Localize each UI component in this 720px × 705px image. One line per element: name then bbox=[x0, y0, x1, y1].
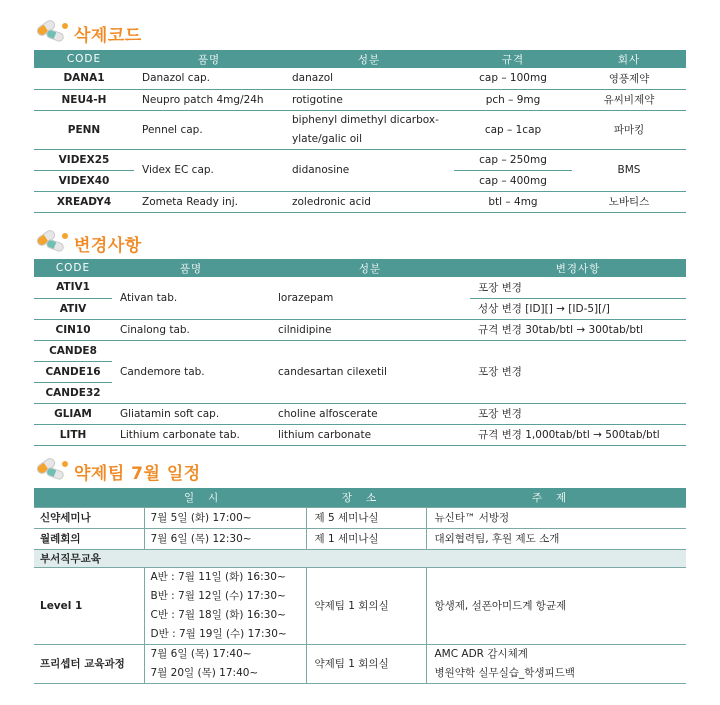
cell-code: CANDE16 bbox=[34, 361, 112, 382]
date-line: A반 : 7월 11일 (화) 16:30~ bbox=[150, 570, 286, 583]
cell-subject bbox=[426, 644, 686, 683]
cell-name: Lithium carbonate tab. bbox=[112, 424, 270, 445]
cell-change: 규격 변경 30tab/btl → 300tab/btl bbox=[470, 319, 686, 340]
changes-header-row bbox=[34, 259, 686, 277]
header-spec: 규격 bbox=[454, 50, 572, 68]
schedule-table-wrap bbox=[34, 488, 686, 684]
cell-code: CIN10 bbox=[34, 319, 112, 340]
date-line: D반 : 7월 19일 (수) 17:30~ bbox=[150, 627, 287, 640]
table-row bbox=[34, 340, 686, 361]
changes-table-wrap bbox=[34, 259, 686, 446]
cell-ingredient: zoledronic acid bbox=[284, 191, 454, 212]
header-change: 변경사항 bbox=[470, 259, 686, 277]
cell-code: GLIAM bbox=[34, 403, 112, 424]
table-row bbox=[34, 528, 686, 549]
pill-icon bbox=[34, 229, 70, 257]
deleted-header-row bbox=[34, 50, 686, 68]
header-company: 회사 bbox=[572, 50, 686, 68]
cell-code: LITH bbox=[34, 424, 112, 445]
table-row bbox=[34, 110, 686, 149]
cell-code: PENN bbox=[34, 110, 134, 149]
table-row bbox=[34, 277, 686, 298]
cell-event-name: 프리셉터 교육과정 bbox=[34, 644, 144, 683]
cell-ingredient: cilnidipine bbox=[270, 319, 470, 340]
cell-name: Pennel cap. bbox=[134, 110, 284, 149]
pill-icon bbox=[34, 457, 70, 485]
changes-title: 변경사항 bbox=[74, 235, 142, 256]
cell-date: 7월 6일 (목) 12:30~ bbox=[144, 528, 306, 549]
cell-name: Neupro patch 4mg/24h bbox=[134, 89, 284, 110]
cell-company: 영풍제약 bbox=[572, 68, 686, 89]
cell-name: Ativan tab. bbox=[112, 277, 270, 319]
table-row bbox=[34, 319, 686, 340]
cell-dates bbox=[144, 644, 306, 683]
cell-dates bbox=[144, 567, 306, 644]
section-title-deleted bbox=[34, 18, 142, 48]
cell-event-name: 신약세미나 bbox=[34, 507, 144, 528]
cell-ingredient: rotigotine bbox=[284, 89, 454, 110]
table-row bbox=[34, 89, 686, 110]
cell-spec: btl – 4mg bbox=[454, 191, 572, 212]
table-row bbox=[34, 191, 686, 212]
cell-spec: pch – 9mg bbox=[454, 89, 572, 110]
date-line: 7월 20일 (목) 17:40~ bbox=[150, 666, 259, 679]
cell-code: DANA1 bbox=[34, 68, 134, 89]
cell-spec: cap – 250mg bbox=[454, 149, 572, 170]
subject-line: AMC ADR 감시체계 bbox=[434, 647, 528, 660]
cell-date: 7월 5일 (화) 17:00~ bbox=[144, 507, 306, 528]
cell-place: 약제팀 1 회의실 bbox=[306, 567, 426, 644]
cell-code: ATIV bbox=[34, 298, 112, 319]
header-code: CODE bbox=[34, 50, 134, 68]
cell-code: CANDE8 bbox=[34, 340, 112, 361]
cell-subject: 대외협력팀, 후원 제도 소개 bbox=[426, 528, 686, 549]
cell-code: VIDEX25 bbox=[34, 149, 134, 170]
cell-code: ATIV1 bbox=[34, 277, 112, 298]
schedule-title: 약제팀 7월 일정 bbox=[74, 463, 201, 484]
cell-change: 성상 변경 [ID][] → [ID-5][/] bbox=[470, 298, 686, 319]
subject-line: 병원약학 실무실습_학생피드백 bbox=[434, 666, 575, 679]
section-title-changes bbox=[34, 228, 142, 258]
cell-ingredient: danazol bbox=[284, 68, 454, 89]
cell-company: 노바티스 bbox=[572, 191, 686, 212]
cell-code: VIDEX40 bbox=[34, 170, 134, 191]
date-line: 7월 6일 (목) 17:40~ bbox=[150, 647, 252, 660]
header-place: 장소 bbox=[306, 488, 426, 507]
table-row bbox=[34, 424, 686, 445]
cell-code: XREADY4 bbox=[34, 191, 134, 212]
cell-spec: cap – 400mg bbox=[454, 170, 572, 191]
group-label: 부서직무교육 bbox=[34, 549, 686, 567]
cell-code: CANDE32 bbox=[34, 382, 112, 403]
header-code: CODE bbox=[34, 259, 112, 277]
header-datetime: 일시 bbox=[144, 488, 306, 507]
cell-change: 포장 변경 bbox=[470, 403, 686, 424]
cell-ingredient: didanosine bbox=[284, 149, 454, 191]
header-blank bbox=[34, 488, 144, 507]
cell-place: 제 5 세미나실 bbox=[306, 507, 426, 528]
deleted-table bbox=[34, 50, 686, 213]
cell-subject: 뉴신타™ 서방정 bbox=[426, 507, 686, 528]
header-ingredient: 성분 bbox=[270, 259, 470, 277]
cell-name: Videx EC cap. bbox=[134, 149, 284, 191]
header-name: 품명 bbox=[112, 259, 270, 277]
schedule-table bbox=[34, 488, 686, 684]
cell-name: Zometa Ready inj. bbox=[134, 191, 284, 212]
header-ingredient: 성분 bbox=[284, 50, 454, 68]
cell-company: BMS bbox=[572, 149, 686, 191]
cell-spec: cap – 100mg bbox=[454, 68, 572, 89]
header-subject: 주제 bbox=[426, 488, 686, 507]
schedule-header-row bbox=[34, 488, 686, 507]
pill-icon bbox=[34, 19, 70, 47]
cell-event-name: Level 1 bbox=[34, 567, 144, 644]
cell-place: 제 1 세미나실 bbox=[306, 528, 426, 549]
cell-name: Gliatamin soft cap. bbox=[112, 403, 270, 424]
date-line: C반 : 7월 18일 (화) 16:30~ bbox=[150, 608, 286, 621]
table-row bbox=[34, 68, 686, 89]
cell-name: Danazol cap. bbox=[134, 68, 284, 89]
table-row bbox=[34, 644, 686, 683]
table-row bbox=[34, 403, 686, 424]
cell-ingredient: choline alfoscerate bbox=[270, 403, 470, 424]
changes-table bbox=[34, 259, 686, 446]
cell-ingredient: lorazepam bbox=[270, 277, 470, 319]
date-line: B반 : 7월 12일 (수) 17:30~ bbox=[150, 589, 286, 602]
cell-event-name: 월례회의 bbox=[34, 528, 144, 549]
deleted-table-wrap bbox=[34, 50, 686, 213]
group-row bbox=[34, 549, 686, 567]
cell-change: 포장 변경 bbox=[470, 340, 686, 403]
cell-name: Cinalong tab. bbox=[112, 319, 270, 340]
cell-subject: 항생제, 설폰아미드계 항균제 bbox=[426, 567, 686, 644]
deleted-title: 삭제코드 bbox=[74, 25, 142, 46]
cell-change: 포장 변경 bbox=[470, 277, 686, 298]
cell-company: 파마킹 bbox=[572, 110, 686, 149]
cell-spec: cap – 1cap bbox=[454, 110, 572, 149]
cell-ingredient: lithium carbonate bbox=[270, 424, 470, 445]
table-row bbox=[34, 567, 686, 644]
header-name: 품명 bbox=[134, 50, 284, 68]
table-row bbox=[34, 149, 686, 170]
section-title-schedule bbox=[34, 456, 201, 486]
cell-place: 약제팀 1 회의실 bbox=[306, 644, 426, 683]
cell-company: 유씨비제약 bbox=[572, 89, 686, 110]
cell-ingredient: candesartan cilexetil bbox=[270, 340, 470, 403]
table-row bbox=[34, 507, 686, 528]
cell-name: Candemore tab. bbox=[112, 340, 270, 403]
cell-code: NEU4-H bbox=[34, 89, 134, 110]
cell-ingredient: biphenyl dimethyl dicarbox-ylate/galic oil bbox=[284, 110, 454, 149]
cell-change: 규격 변경 1,000tab/btl → 500tab/btl bbox=[470, 424, 686, 445]
